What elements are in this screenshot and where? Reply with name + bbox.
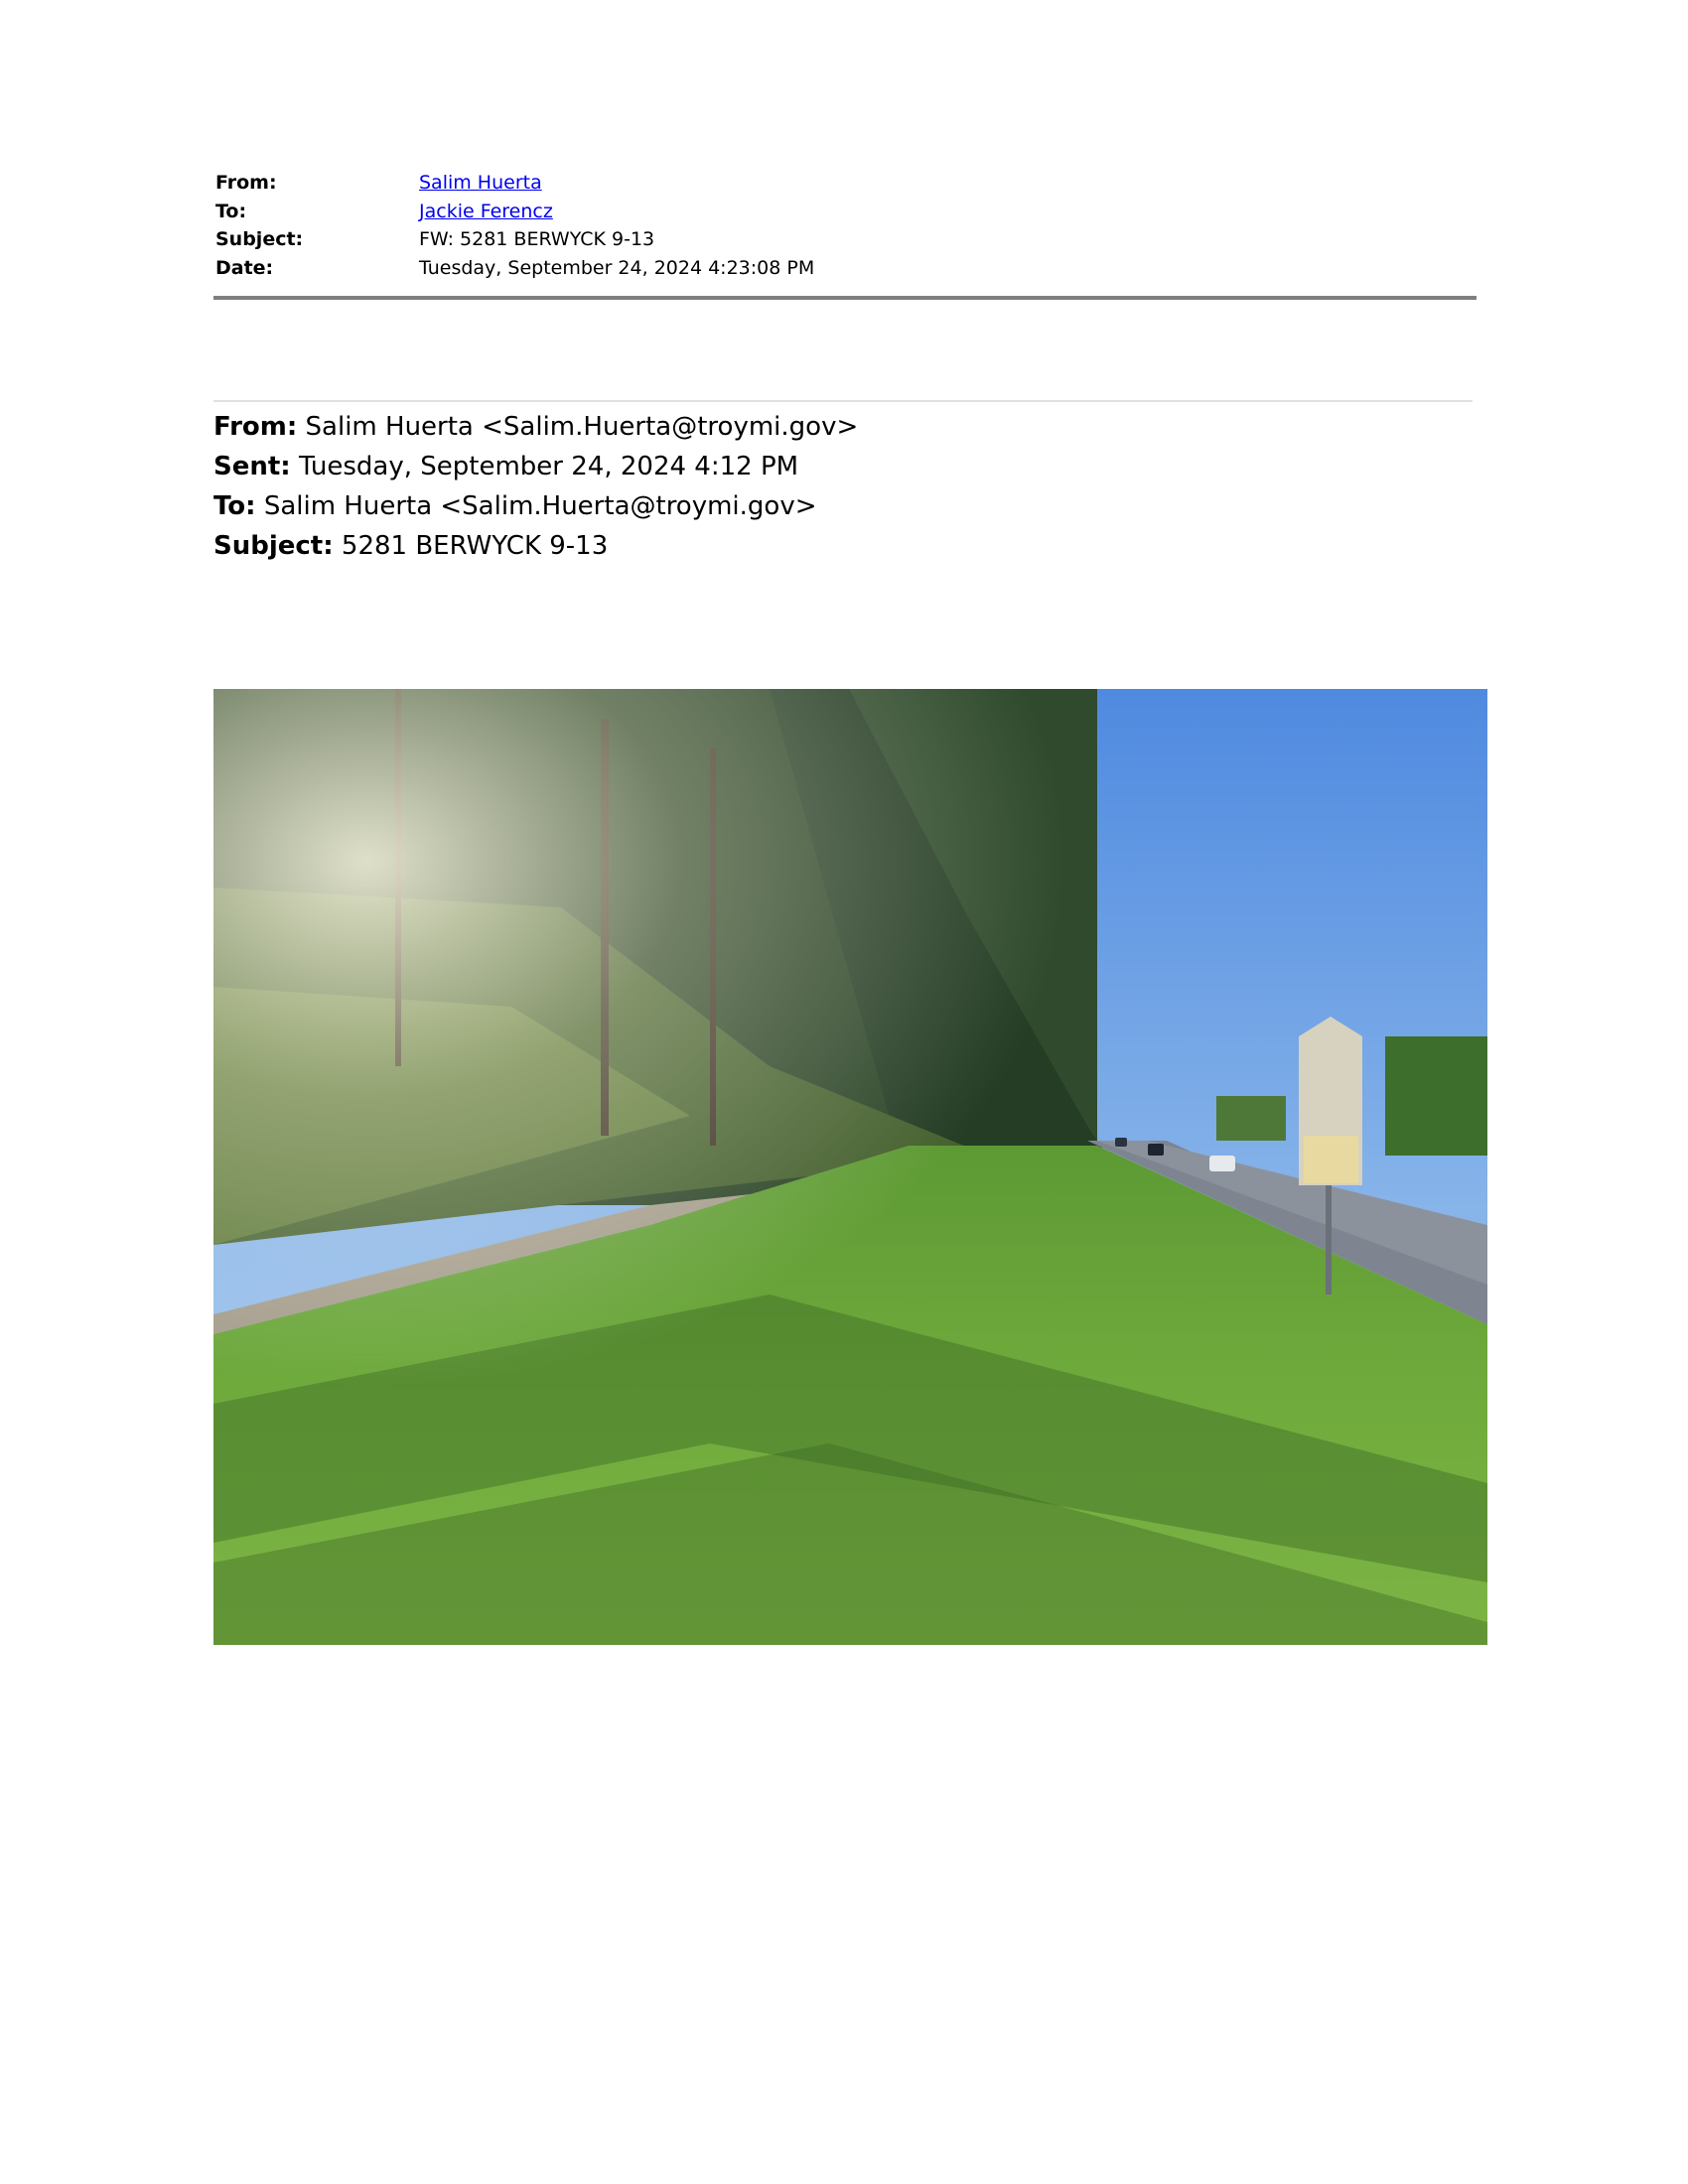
header-to-link[interactable]: Jackie Ferencz: [419, 200, 553, 222]
header-date-label: Date:: [215, 256, 274, 279]
forwarded-message-header: [213, 407, 858, 566]
header-from-row: [215, 169, 1477, 198]
header-subject-value: FW: 5281 BERWYCK 9-13: [419, 228, 655, 250]
fwd-sent-value: Tuesday, September 24, 2024 4:12 PM: [298, 452, 799, 481]
fwd-to-label: To:: [213, 491, 256, 521]
header-subject-label: Subject:: [215, 228, 304, 250]
header-divider: [213, 296, 1477, 300]
fwd-to-line: [213, 486, 858, 526]
header-from-label: From:: [215, 172, 277, 194]
forward-divider: [213, 400, 1473, 402]
fwd-subject-line: [213, 526, 858, 566]
header-subject-row: [215, 225, 1477, 254]
fwd-sent-line: [213, 447, 858, 486]
header-from-link[interactable]: Salim Huerta: [419, 172, 542, 194]
email-header: [215, 169, 1477, 282]
header-to-row: [215, 198, 1477, 226]
fwd-sent-label: Sent:: [213, 452, 291, 481]
fwd-subject-label: Subject:: [213, 531, 334, 561]
header-date-row: [215, 254, 1477, 283]
fwd-subject-value: 5281 BERWYCK 9-13: [341, 531, 609, 561]
header-to-label: To:: [215, 200, 247, 222]
fwd-from-line: [213, 407, 858, 447]
roadside-photo: [213, 689, 1487, 1645]
fwd-from-label: From:: [213, 412, 298, 442]
header-date-value: Tuesday, September 24, 2024 4:23:08 PM: [419, 256, 815, 279]
fwd-to-value: Salim Huerta <Salim.Huerta@troymi.gov>: [263, 491, 817, 521]
fwd-from-value: Salim Huerta <Salim.Huerta@troymi.gov>: [305, 412, 859, 442]
